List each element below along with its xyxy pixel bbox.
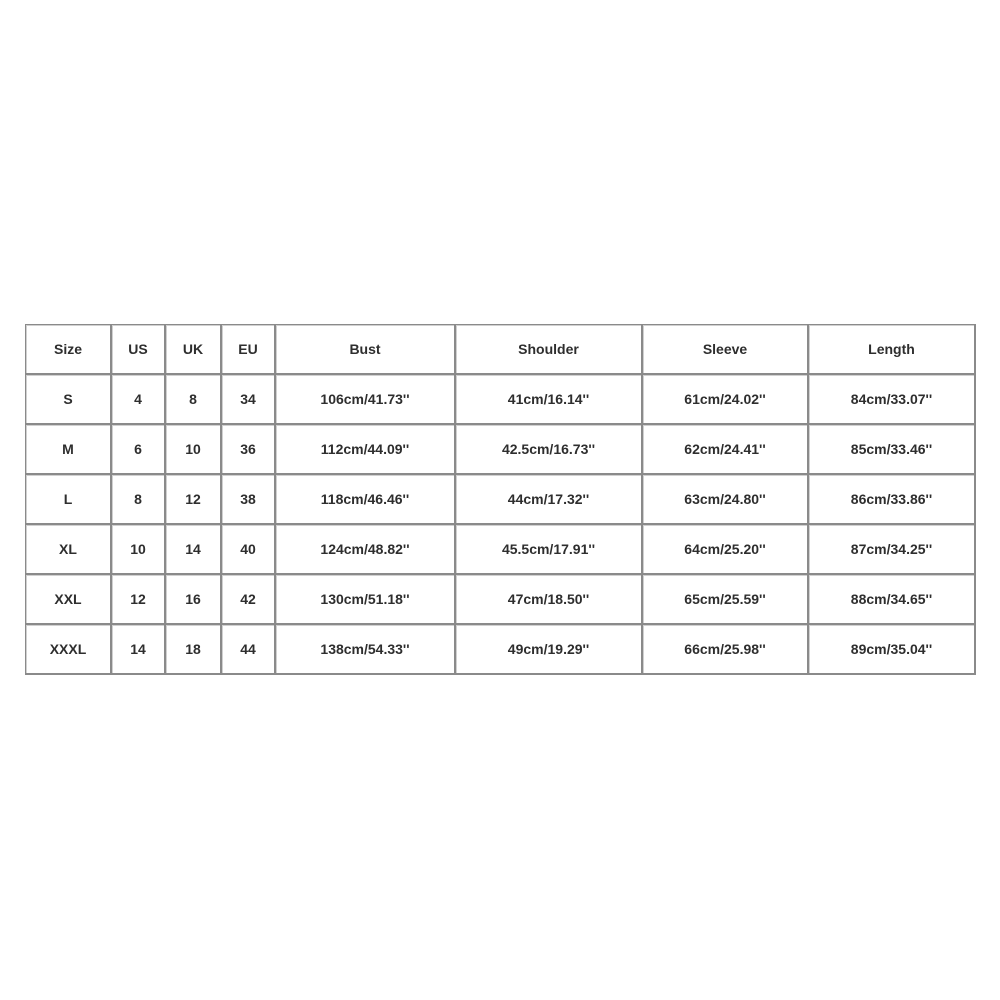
- header-shoulder: Shoulder: [456, 325, 643, 375]
- cell-eu: 40: [222, 525, 276, 575]
- cell-size: XXXL: [26, 625, 112, 675]
- header-bust: Bust: [276, 325, 456, 375]
- header-uk: UK: [166, 325, 222, 375]
- cell-size: M: [26, 425, 112, 475]
- table-row: [26, 625, 976, 675]
- cell-length: 89cm/35.04'': [809, 625, 976, 675]
- cell-eu: 36: [222, 425, 276, 475]
- cell-uk: 12: [166, 475, 222, 525]
- cell-bust: 106cm/41.73'': [276, 375, 456, 425]
- cell-eu: 42: [222, 575, 276, 625]
- table-row: [26, 525, 976, 575]
- header-row: [26, 325, 976, 375]
- cell-sleeve: 62cm/24.41'': [643, 425, 809, 475]
- cell-length: 86cm/33.86'': [809, 475, 976, 525]
- table-row: [26, 475, 976, 525]
- cell-eu: 34: [222, 375, 276, 425]
- cell-us: 14: [112, 625, 166, 675]
- cell-sleeve: 66cm/25.98'': [643, 625, 809, 675]
- cell-us: 8: [112, 475, 166, 525]
- header-length: Length: [809, 325, 976, 375]
- table-row: [26, 375, 976, 425]
- cell-uk: 18: [166, 625, 222, 675]
- cell-eu: 44: [222, 625, 276, 675]
- cell-bust: 138cm/54.33'': [276, 625, 456, 675]
- header-size: Size: [26, 325, 112, 375]
- header-sleeve: Sleeve: [643, 325, 809, 375]
- cell-bust: 124cm/48.82'': [276, 525, 456, 575]
- cell-bust: 130cm/51.18'': [276, 575, 456, 625]
- cell-us: 12: [112, 575, 166, 625]
- cell-size: L: [26, 475, 112, 525]
- cell-uk: 14: [166, 525, 222, 575]
- cell-shoulder: 47cm/18.50'': [456, 575, 643, 625]
- cell-sleeve: 64cm/25.20'': [643, 525, 809, 575]
- table-row: [26, 425, 976, 475]
- cell-shoulder: 42.5cm/16.73'': [456, 425, 643, 475]
- size-chart: [25, 324, 975, 675]
- cell-length: 85cm/33.46'': [809, 425, 976, 475]
- cell-eu: 38: [222, 475, 276, 525]
- cell-uk: 8: [166, 375, 222, 425]
- cell-sleeve: 61cm/24.02'': [643, 375, 809, 425]
- cell-uk: 10: [166, 425, 222, 475]
- cell-us: 6: [112, 425, 166, 475]
- cell-length: 84cm/33.07'': [809, 375, 976, 425]
- cell-size: S: [26, 375, 112, 425]
- cell-us: 10: [112, 525, 166, 575]
- cell-shoulder: 44cm/17.32'': [456, 475, 643, 525]
- size-table: [25, 324, 976, 675]
- cell-size: XL: [26, 525, 112, 575]
- header-eu: EU: [222, 325, 276, 375]
- cell-length: 87cm/34.25'': [809, 525, 976, 575]
- cell-shoulder: 41cm/16.14'': [456, 375, 643, 425]
- cell-size: XXL: [26, 575, 112, 625]
- cell-sleeve: 65cm/25.59'': [643, 575, 809, 625]
- cell-bust: 112cm/44.09'': [276, 425, 456, 475]
- cell-uk: 16: [166, 575, 222, 625]
- cell-shoulder: 45.5cm/17.91'': [456, 525, 643, 575]
- cell-bust: 118cm/46.46'': [276, 475, 456, 525]
- cell-sleeve: 63cm/24.80'': [643, 475, 809, 525]
- cell-length: 88cm/34.65'': [809, 575, 976, 625]
- header-us: US: [112, 325, 166, 375]
- cell-us: 4: [112, 375, 166, 425]
- table-row: [26, 575, 976, 625]
- cell-shoulder: 49cm/19.29'': [456, 625, 643, 675]
